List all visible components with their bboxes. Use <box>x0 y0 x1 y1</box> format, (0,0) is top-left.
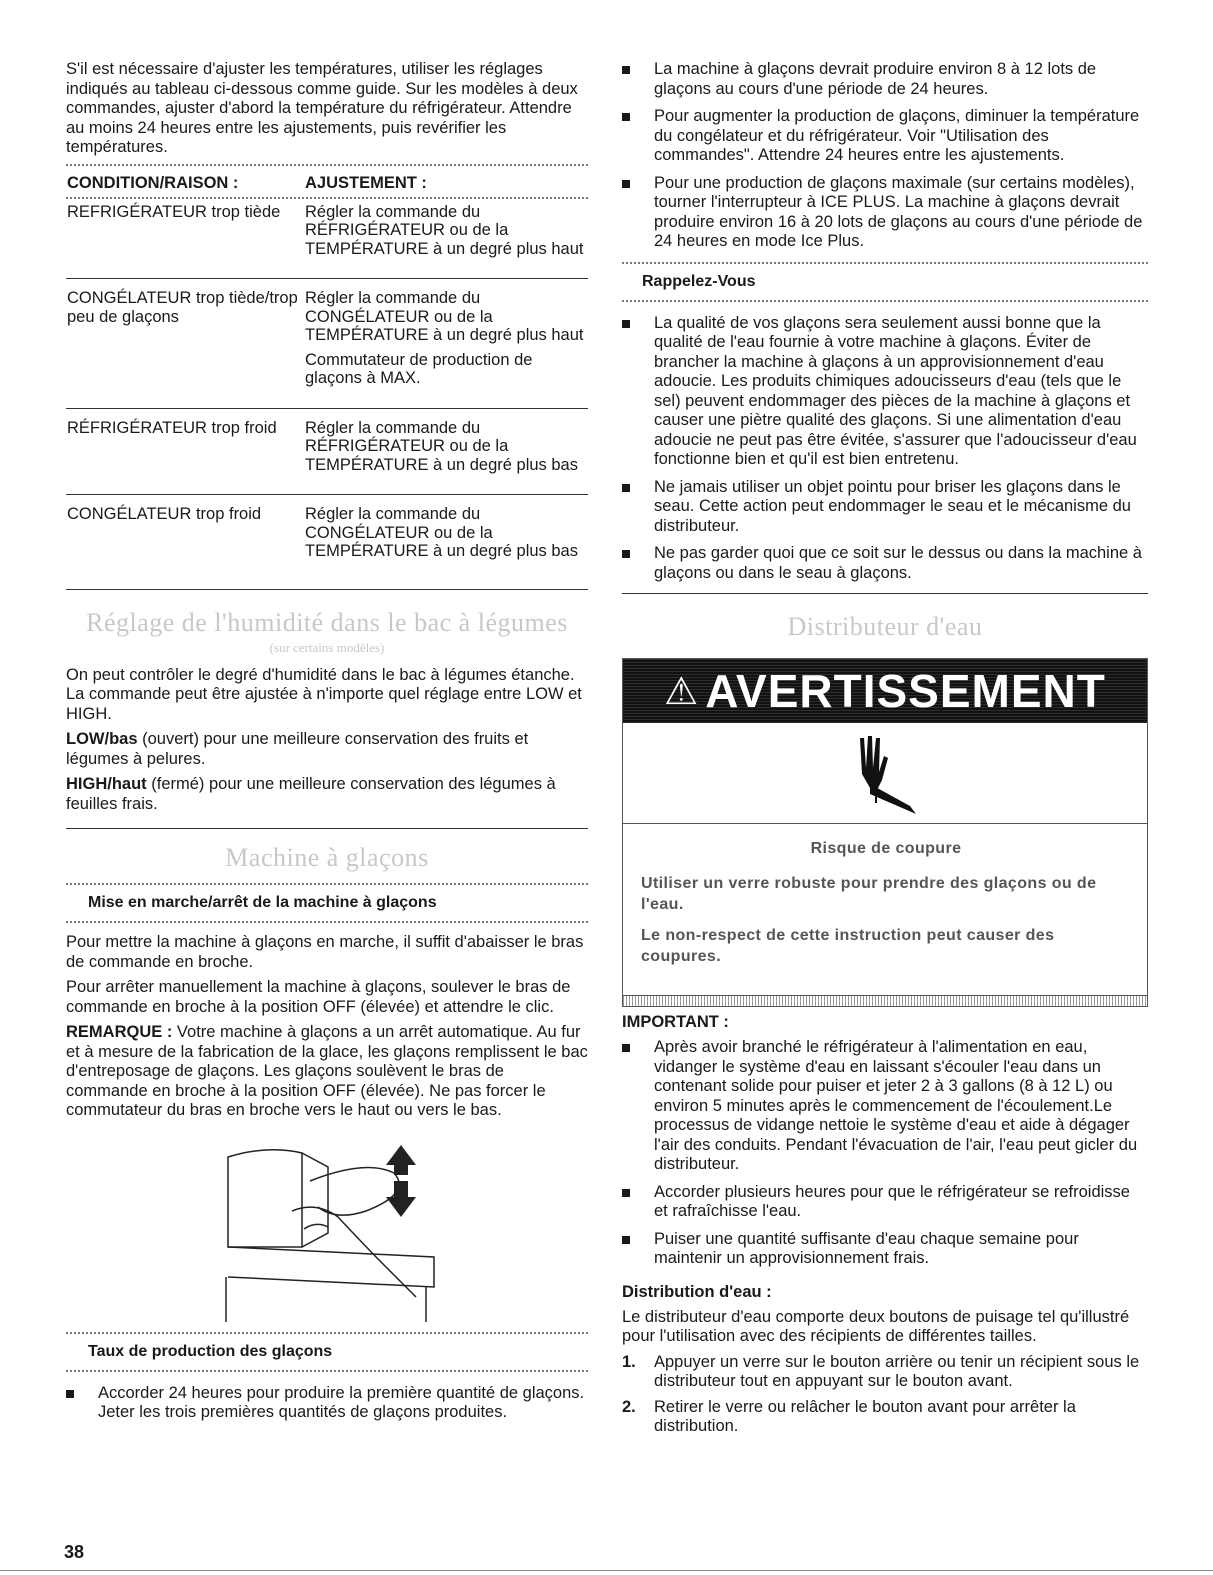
cut-hand-icon <box>840 728 930 818</box>
list-item <box>622 1183 1148 1222</box>
bullet-icon <box>622 1236 630 1244</box>
humidity-paragraph: On peut contrôler le degré d'humidité dans le bac à légumes étanche. La commande peut être ajustée à n'importe quel réglage entre LOW et HIGH. <box>66 665 582 723</box>
section-divider <box>622 593 1148 594</box>
bullet-icon <box>622 320 630 328</box>
warning-header-text: AVERTISSEMENT <box>705 665 1106 717</box>
row-adjustment: Régler la commande du CONGÉLATEUR ou de la TEMPÉRATURE à un degré plus bas <box>305 505 578 560</box>
icemaker-illustration <box>66 1137 588 1322</box>
warning-box <box>622 658 1148 1007</box>
bullet-icon <box>622 180 630 188</box>
list-item <box>622 1038 1148 1175</box>
row-condition: RÉFRIGÉRATEUR trop froid <box>67 418 277 437</box>
humidity-section-title: Réglage de l'humidité dans le bac à légumes <box>86 607 568 637</box>
bullet-icon <box>622 66 630 74</box>
row-condition: REFRIGÉRATEUR trop tiède <box>67 202 281 221</box>
list-item <box>622 60 1148 99</box>
bullet-icon <box>622 550 630 558</box>
bullet-icon <box>622 1044 630 1052</box>
icemaker-arm-drawing <box>66 1137 588 1322</box>
bullet-icon <box>66 1390 74 1398</box>
list-item <box>622 1353 1148 1392</box>
icemaker-on-paragraph: Pour mettre la machine à glaçons en marche, il suffit d'abaisser le bras de commande en broche. <box>66 933 584 971</box>
remember-bullets <box>622 314 1148 584</box>
list-item-text: Pour augmenter la production de glaçons, diminuer la température du congélateur et du réfrigérateur. Voir "Utilisation des commandes". Attendre 24 heures entre les ajustements. <box>654 107 1140 164</box>
bullet-icon <box>622 484 630 492</box>
icemaker-note <box>66 1023 588 1121</box>
dispenser-section-title: Distributeur d'eau <box>787 612 983 641</box>
dotted-divider <box>66 921 588 923</box>
warning-risk: Risque de coupure <box>810 840 962 857</box>
warning-body <box>623 824 1147 995</box>
dotted-divider <box>622 300 1148 302</box>
table-row <box>66 409 588 496</box>
table-row <box>66 495 588 590</box>
list-item-text: Pour une production de glaçons maximale (sur certains modèles), tourner l'interrupteur à ICE PLUS. La machine à glaçons devrait produire environ 16 à 20 lots de glaçons au cours d'une période de 24 heures en mode Ice Plus. <box>654 173 1143 250</box>
intro-paragraph: S'il est nécessaire d'ajuster les températures, utiliser les réglages indiqués au tableau ci-dessous comme guide. Sur les modèles à deux commandes, ajuster d'abord la température du réfrigérateur. Attendre au moins 24 heures entre les ajustements, puis revérifier les températures. <box>66 60 578 156</box>
bottom-rule <box>0 1570 1213 1571</box>
icemaker-off-paragraph: Pour arrêter manuellement la machine à glaçons, soulever le bras de commande en broche à la position OFF (élevée) et attendre le clic. <box>66 978 571 1016</box>
list-item <box>622 1398 1148 1437</box>
list-item-text: Ne jamais utiliser un objet pointu pour briser les glaçons dans le seau. Cette action peut endommager le seau et le mécanisme du distributeur. <box>654 477 1131 535</box>
list-item <box>622 174 1148 252</box>
header-condition: CONDITION/RAISON : <box>67 173 239 192</box>
warning-triangle-icon: ⚠ <box>664 670 700 713</box>
list-item <box>622 314 1148 470</box>
warning-icon-area <box>623 723 1147 824</box>
humidity-section-subtitle: (sur certains modèles) <box>269 639 385 655</box>
icemaker-section-title: Machine à glaçons <box>225 843 429 872</box>
distribution-heading: Distribution d'eau : <box>622 1282 772 1301</box>
high-text: (fermé) pour une meilleure conservation des légumes à feuilles frais. <box>66 775 556 813</box>
bullet-icon <box>622 113 630 121</box>
list-item-text: Ne pas garder quoi que ce soit sur le dessus ou dans la machine à glaçons ou dans le seau à glaçons. <box>654 544 1142 582</box>
low-label: LOW/bas <box>66 730 138 748</box>
row-adjustment: Commutateur de production de glaçons à MAX. <box>305 350 533 387</box>
row-adjustment: Régler la commande du RÉFRIGÉRATEUR ou de la TEMPÉRATURE à un degré plus haut <box>305 202 584 258</box>
list-item <box>622 544 1148 583</box>
warning-line: Utiliser un verre robuste pour prendre des glaçons ou de l'eau. <box>641 875 1097 913</box>
dotted-divider <box>66 164 588 166</box>
production-bullets <box>622 60 1148 252</box>
left-column <box>66 60 588 1431</box>
list-item <box>66 1384 588 1423</box>
step-number: 2. <box>622 1397 636 1416</box>
table-row <box>66 199 588 280</box>
important-bullets <box>622 1038 1148 1269</box>
row-adjustment: Régler la commande du CONGÉLATEUR ou de la TEMPÉRATURE à un degré plus haut <box>305 289 584 344</box>
section-divider <box>66 828 588 829</box>
table-header <box>66 172 588 195</box>
production-rate-heading: Taux de production des glaçons <box>88 1342 333 1360</box>
dotted-divider <box>66 883 588 885</box>
note-label: REMARQUE : <box>66 1023 173 1041</box>
warning-line: Le non-respect de cette instruction peut causer des coupures. <box>641 927 1055 965</box>
warning-footer <box>623 995 1147 1006</box>
row-condition: CONGÉLATEUR trop tiède/trop peu de glaçons <box>67 289 298 326</box>
list-item-text: Accorder 24 heures pour produire la première quantité de glaçons. Jeter les trois premières quantités de glaçons produites. <box>98 1383 585 1421</box>
list-item <box>622 107 1148 166</box>
row-adjustment: Régler la commande du RÉFRIGÉRATEUR ou de la TEMPÉRATURE à un degré plus bas <box>305 418 578 474</box>
low-text: (ouvert) pour une meilleure conservation des fruits et légumes à pelures. <box>66 730 529 768</box>
list-item <box>622 478 1148 537</box>
production-list <box>66 1384 588 1423</box>
list-item <box>622 1230 1148 1269</box>
step-number: 1. <box>622 1352 636 1371</box>
important-heading: IMPORTANT : <box>622 1013 729 1031</box>
list-item-text: La machine à glaçons devrait produire environ 8 à 12 lots de glaçons au cours d'une période de 24 heures. <box>654 60 1097 98</box>
icemaker-onoff-heading: Mise en marche/arrêt de la machine à glaçons <box>88 894 437 911</box>
step-text: Retirer le verre ou relâcher le bouton avant pour arrêter la distribution. <box>654 1397 1076 1435</box>
humidity-low <box>66 730 588 769</box>
remember-heading: Rappelez-Vous <box>642 272 756 290</box>
distribution-steps <box>622 1353 1148 1437</box>
humidity-high <box>66 775 588 814</box>
page-number: 38 <box>64 1542 85 1562</box>
list-item-text: Après avoir branché le réfrigérateur à l'alimentation en eau, vidanger le système d'eau en laissant s'écouler l'eau dans un contenant solide pour puiser et jeter 2 à 3 gallons (8 à 12 L) ou environ 5 minutes après le commencement de l'écoulement.Le processus de vidange nettoie le système d'eau et aide à dégager l'air des conduits. Pendant l'évacuation de l'air, l'eau peut gicler du distributeur. <box>654 1038 1138 1173</box>
distribution-paragraph: Le distributeur d'eau comporte deux boutons de puisage tel qu'illustré pour l'utilisation avec des récipients de différentes tailles. <box>622 1307 1130 1345</box>
header-adjustment: AJUSTEMENT : <box>305 173 427 192</box>
right-column <box>622 60 1148 1443</box>
step-text: Appuyer un verre sur le bouton arrière ou tenir un récipient sous le distributeur tout en appuyant sur le bouton avant. <box>654 1352 1140 1390</box>
note-text: Votre machine à glaçons a un arrêt automatique. Au fur et à mesure de la fabrication de la glace, les glaçons remplissent le bac d'entreposage de glaçons. Les glaçons soulèvent le bras de commande en broche à la position OFF (élevée). Ne pas forcer le commutateur du bras en broche vers le haut ou vers le bas. <box>66 1023 588 1119</box>
dotted-divider <box>66 1370 588 1372</box>
bullet-icon <box>622 1189 630 1197</box>
high-label: HIGH/haut <box>66 775 147 793</box>
warning-header <box>623 659 1147 723</box>
table-row <box>66 279 588 409</box>
list-item-text: Puiser une quantité suffisante d'eau chaque semaine pour maintenir un approvisionnement frais. <box>654 1229 1079 1267</box>
dotted-divider <box>622 262 1148 264</box>
row-condition: CONGÉLATEUR trop froid <box>67 505 262 523</box>
list-item-text: La qualité de vos glaçons sera seulement aussi bonne que la qualité de l'eau fournie à votre machine à glaçons. Éviter de brancher la machine à glaçons à un approvisionnement d'eau adoucie. Les produits chimiques adoucisseurs d'eau (tels que le sel) peuvent endommager des pièces de la machine à glaçons et causer une piètre qualité des glaçons. Si une alimentation d'eau adoucie ne peut pas être évitée, s'assurer que l'adoucisseur d'eau fonctionne bien et qu'il est bien entretenu. <box>654 313 1137 468</box>
list-item-text: Accorder plusieurs heures pour que le réfrigérateur se refroidisse et rafraîchisse l'eau. <box>654 1182 1130 1220</box>
dotted-divider <box>66 1332 588 1334</box>
